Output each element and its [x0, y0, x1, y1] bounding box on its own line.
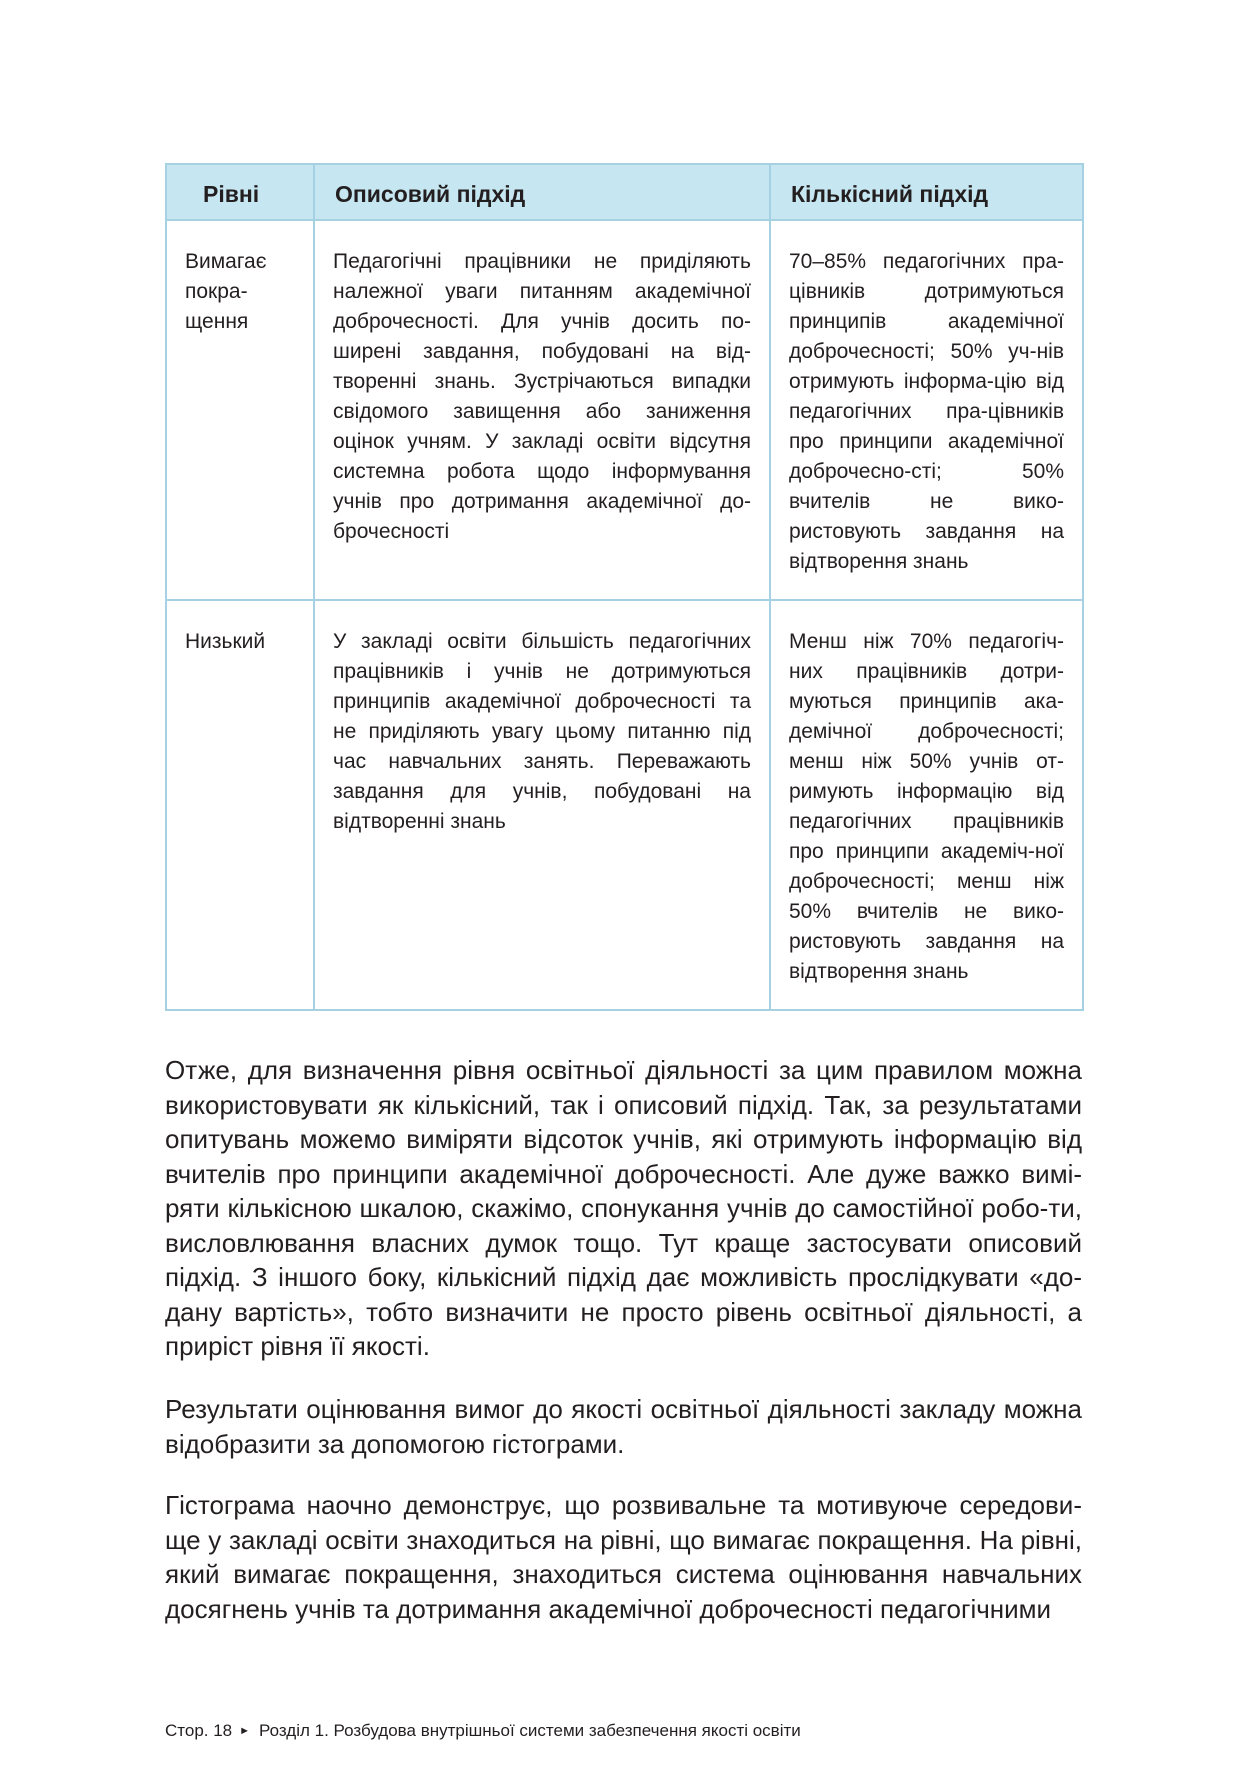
- descriptive-cell: [314, 220, 770, 600]
- header-descriptive: Описовий підхід: [314, 164, 770, 220]
- header-levels: Рівні: [166, 164, 314, 220]
- triangle-right-icon: ►: [239, 1725, 251, 1737]
- body-paragraph: Результати оцінювання вимог до якості освітньої діяльності закладу можна відобразити за допомогою гістограми.: [165, 1394, 1082, 1459]
- section-title: Розділ 1. Розбудова внутрішньої системи забезпечення якості освіти: [259, 1721, 801, 1740]
- quantitative-cell: [770, 220, 1083, 600]
- level-name: Низький: [185, 630, 266, 653]
- page-number: Стор. 18: [165, 1721, 233, 1740]
- quantitative-text: 70–85% педагогічних пра-цівників дотримуються принципів академічної доброчесності; 50% уч-нів отримують інформа-цію від педагогічних пра-цівників про принципи академічної доброчесно-сті; 50% вчителів не вико-ристовують завдання на відтворення знань: [789, 250, 1064, 573]
- page-footer: [165, 1721, 801, 1741]
- levels-table: [165, 163, 1084, 1011]
- level-cell: [166, 600, 314, 1010]
- table-header-row: [166, 164, 1083, 220]
- level-name: Вимагає покра-щення: [185, 250, 267, 333]
- level-cell: [166, 220, 314, 600]
- header-quantitative: Кількісний підхід: [770, 164, 1083, 220]
- body-paragraph: Отже, для визначення рівня освітньої діяльності за цим правилом можна використовувати як кількісний, так і описовий підхід. Так, за результатами опитувань можемо виміряти відсоток учнів, які отримують інформацію від вчителів про принципи академічної доброчесності. Але дуже важко вимі-ряти кількісною шкалою, скажімо, спонукання учнів до самостійної робо-ти, висловлювання власних думок тощо. Тут краще застосувати описовий підхід. З іншого боку, кількісний підхід дає можливість прослідкувати «до-дану вартість», тобто визначити не просто рівень освітньої діяльності, а приріст рівня її якості.: [165, 1055, 1082, 1361]
- descriptive-cell: [314, 600, 770, 1010]
- table-row: [166, 220, 1083, 600]
- descriptive-text: У закладі освіти більшість педагогічних працівників і учнів не дотримуються принципів академічної доброчесності та не приділяють увагу цьому питанню під час навчальних занять. Переважають завдання для учнів, побудовані на відтворенні знань: [333, 630, 751, 833]
- body-paragraph: Гістограма наочно демонструє, що розвивальне та мотивуюче середови-ще у закладі освіти знаходиться на рівні, що вимагає покращення. На рівні, який вимагає покращення, знаходиться система оцінювання навчальних досягнень учнів та дотримання академічної доброчесності педагогічними: [165, 1490, 1082, 1624]
- quantitative-text: Менш ніж 70% педагогіч-них працівників дотри-муються принципів ака-демічної доброчесності; менш ніж 50% учнів от-римують інформацію від педагогічних працівників про принципи академіч-ної доброчесності; менш ніж 50% вчителів не вико-ристовують завдання на відтворення знань: [789, 630, 1064, 983]
- table-row: [166, 600, 1083, 1010]
- quantitative-cell: [770, 600, 1083, 1010]
- descriptive-text: Педагогічні працівники не приділяють належної уваги питанням академічної доброчесності. Для учнів досить по-ширені завдання, побудовані на від-творенні знань. Зустрічаються випадки свідомого завищення або заниження оцінок учням. У закладі освіти відсутня системна робота щодо інформування учнів про дотримання академічної до-брочесності: [333, 250, 751, 543]
